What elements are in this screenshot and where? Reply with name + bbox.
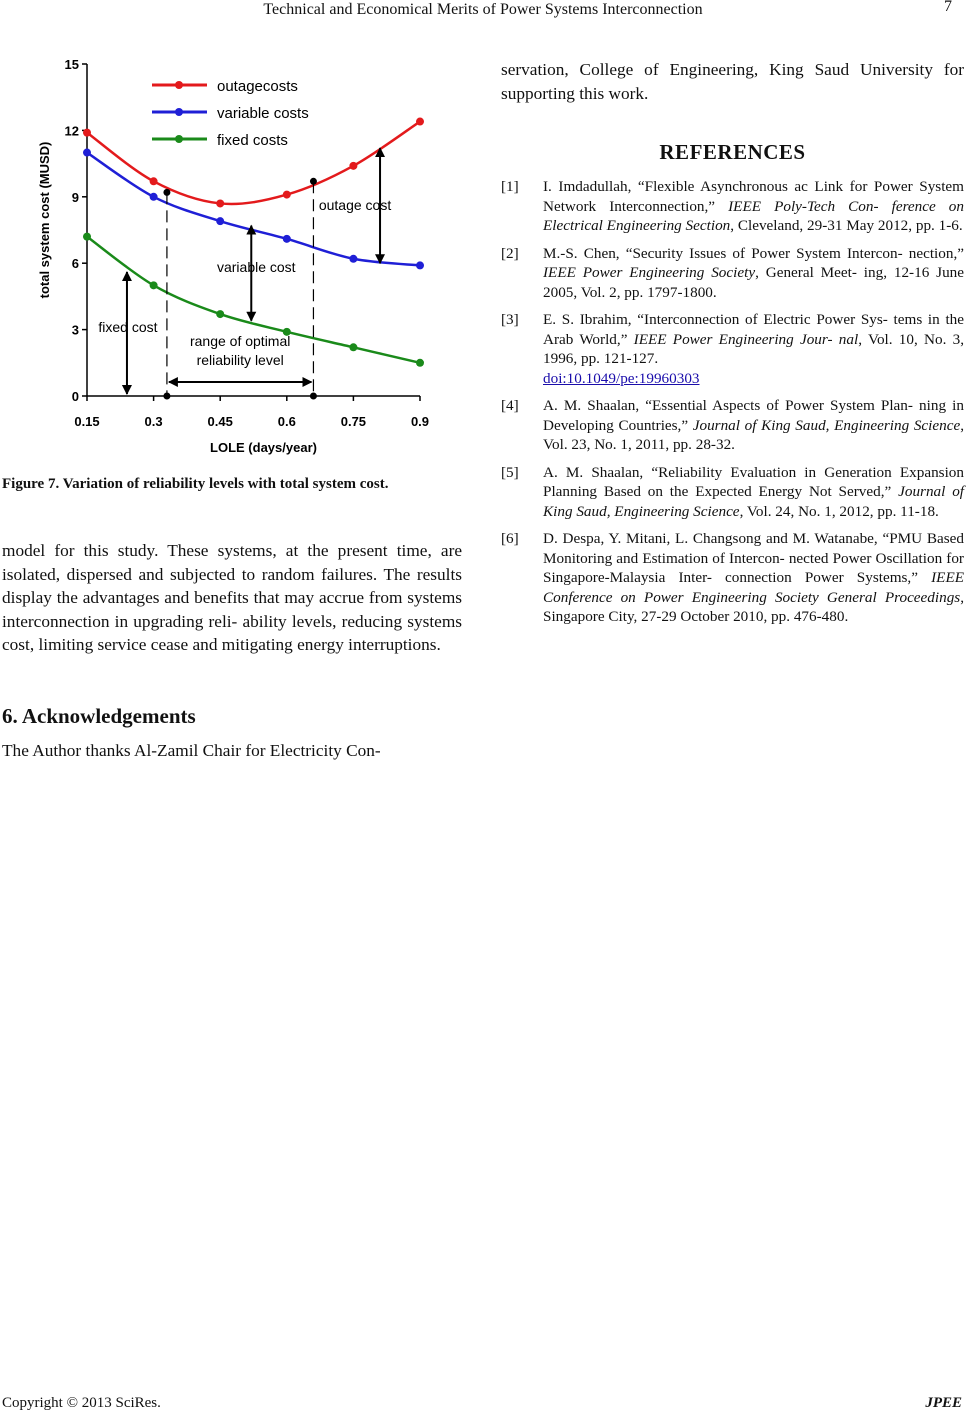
y-axis-label: total system cost (MUSD) [37,141,52,299]
data-point [83,129,91,137]
outage-cost-label: outage cost [318,197,392,214]
data-point [283,191,291,199]
y-tick-label: 9 [71,189,79,205]
y-tick-label: 12 [64,123,79,139]
reference-item [501,463,964,522]
figure-caption: Figure 7. Variation of reliability levels with total system cost. [2,476,389,492]
fixed-cost-label: fixed cost [98,318,158,335]
left-paragraph: model for this study. These systems, at the present time, are isolated, dispersed and subjected to random failures. The results display the advantages and benefits that may accrue from systems interconnection in upgrading reli- ability levels, reducing systems cost, limiting service cease and mitigating energy interruptions. [2,541,462,654]
y-tick-label: 0 [71,389,79,404]
data-point [416,118,424,126]
x-tick-label: 0.6 [277,414,296,429]
doi-link[interactable]: doi:10.1049/pe:19960303 [543,369,700,387]
acknowledgement-text: The Author thanks Al-Zamil Chair for Electricity Con- [2,741,381,760]
reference-number: [4] [501,397,519,414]
reference-item [501,244,964,303]
data-point [283,235,291,243]
x-tick-label: 0.45 [207,414,233,429]
variable-cost-label: variable cost [216,259,296,276]
reference-number: [3] [501,311,519,328]
reference-text: E. S. Ibrahim, “Interconnection of Electric Power Sys- tems in the Arab World,” IEEE Power Engineering Jour- nal, Vol. 10, No. 3, 1996, pp. 121-127. doi:10.1049/pe:19960303 [543,311,964,387]
reference-text: D. Despa, Y. Mitani, L. Changsong and M. Watanabe, “PMU Based Monitoring and Estimation of Intercon- nected Power Oscillation for Singapore-Malaysia Inter- connection Power Systems,” IEEE Conference on Power Engineering Society General Proceedings, Singapore City, 27-29 October 2010, pp. 476-480. [543,530,964,625]
legend-marker [175,135,183,143]
reference-number: [5] [501,463,519,481]
page-number: 7 [944,0,952,15]
reference-number: [6] [501,530,519,547]
legend-label: fixed costs [217,132,288,149]
data-point [83,233,91,241]
data-point [83,149,91,157]
references-heading: REFERENCES [659,140,806,164]
reference-text: I. Imdadullah, “Flexible Asynchronous ac Link for Power System Network Interconnection,” IEEE Poly-Tech Con- ference on Electrical Engineering Section, Cleveland, 29-31 May 2012, pp. 1-6. [543,178,964,234]
data-point [349,343,357,351]
data-point [349,255,357,263]
x-tick-label: 0.75 [340,414,367,429]
legend-marker [175,108,183,116]
reference-item [501,396,964,455]
range-label-line2: reliability level [196,352,284,368]
data-point [150,281,158,289]
data-point [416,359,424,367]
x-tick-label: 0.15 [74,414,100,429]
data-point [150,193,158,201]
data-point [416,261,424,269]
y-tick-label: 3 [71,322,79,338]
cost-reliability-chart [30,50,470,465]
reference-text: M.-S. Chen, “Security Issues of Power System Intercon- nection,” IEEE Power Engineering Society, General Meet- ing, 12-16 June 2005, Vol. 2, pp. 1797-1800. [543,244,965,301]
footer-journal: JPEE [925,1395,962,1411]
section-heading-acknowledgements: 6. Acknowledgements [2,704,196,728]
range-marker [310,393,317,400]
x-tick-label: 0.9 [410,414,430,429]
legend-label: variable costs [217,105,309,122]
reference-number: [1] [501,178,519,195]
data-point [349,162,357,170]
reference-item [501,310,964,388]
reference-item [501,529,964,627]
x-tick-label: 0.3 [144,414,163,429]
legend-label: outagecosts [217,78,298,95]
data-point [216,310,224,318]
running-header: Technical and Economical Merits of Power Systems Interconnection [263,1,703,18]
reference-text: A. M. Shaalan, “Essential Aspects of Power System Plan- ning in Developing Countries,” Journal of King Saud, Engineering Science, Vol. 23, No. 1, 2011, pp. 28-32. [543,397,964,453]
reference-number: [2] [501,244,519,262]
reference-text: A. M. Shaalan, “Reliability Evaluation in Generation Expansion Planning Based on the Expected Energy Not Served,” Journal of King Saud, Engineering Science, Vol. 24, No. 1, 2012, pp. 11-18. [543,463,965,520]
footer-copyright: Copyright © 2013 SciRes. [2,1395,161,1411]
y-tick-label: 6 [71,256,79,272]
range-label-line1: range of optimal [189,333,291,349]
data-point [150,177,158,185]
range-marker [310,178,317,185]
data-point [216,199,224,207]
range-marker [163,393,170,400]
acknowledgement-continued: servation, College of Engineering, King Saud University for supporting this work. [501,60,964,103]
reference-item [501,177,964,236]
reference-list [501,177,964,635]
legend-marker [175,81,183,89]
range-marker [163,189,170,196]
x-axis-label: LOLE (days/year) [210,440,317,455]
data-point [216,217,224,225]
y-tick-label: 15 [64,57,79,72]
